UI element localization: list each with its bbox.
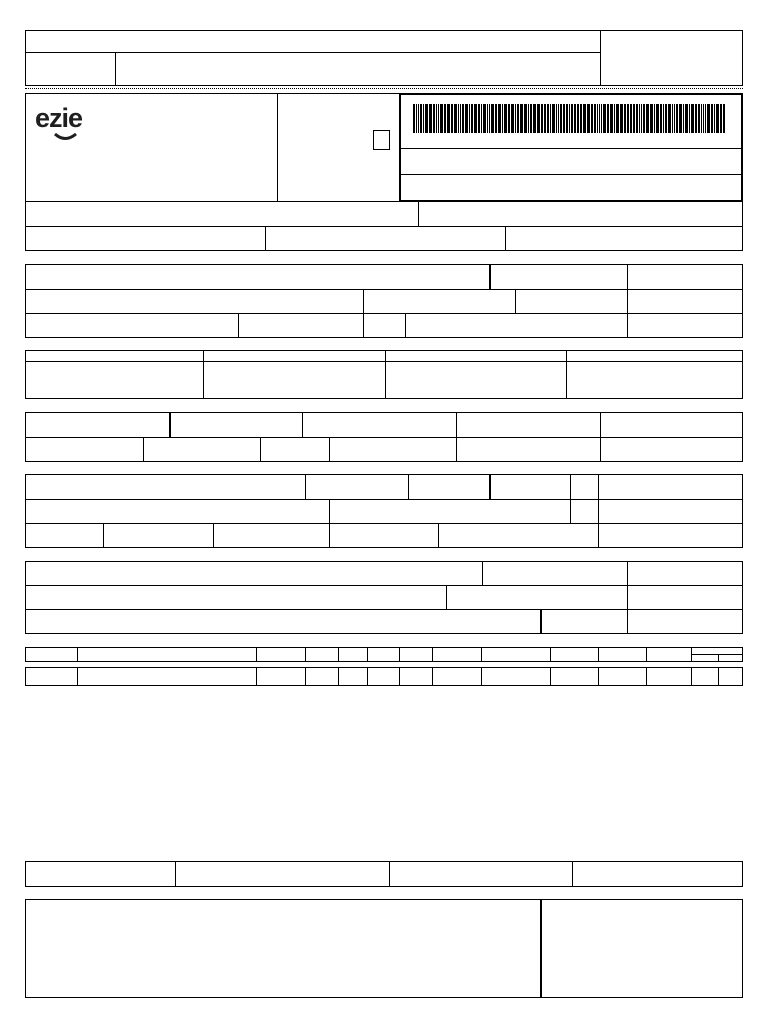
form-section [25,561,743,634]
form-cell [26,900,542,997]
barcode-bar [624,104,626,133]
form-cell [306,475,409,499]
form-cell [144,438,261,461]
form-cell [601,31,742,85]
form-cell [628,610,742,633]
form-cell [601,438,742,461]
form-section [25,474,743,548]
barcode-bar [560,104,562,133]
table-cell [26,668,78,685]
form-row [26,265,742,290]
barcode-bar [597,104,598,133]
barcode-bar [630,104,632,133]
form-row [26,586,742,610]
barcode-bar [711,104,713,133]
barcode-bar [577,104,579,133]
barcode-bar [481,104,482,133]
barcode-bar [627,104,629,133]
form-cell [330,500,571,523]
form-cell [26,351,204,361]
barcode-bar [563,104,565,133]
barcode-bar [524,104,527,133]
form-cell [386,362,567,398]
barcode-bar [569,104,570,133]
form-row [26,202,742,227]
barcode-bar [416,104,417,133]
form-cell [26,202,419,226]
table-cell [692,668,719,685]
barcode-bar [454,104,457,133]
barcode-bar [429,104,432,133]
form-cell [266,227,506,250]
form-cell [542,610,628,633]
checkbox-box [373,130,390,150]
form-cell [491,475,571,499]
form-cell [171,413,303,437]
table-header-cell [26,648,78,661]
barcode-bar [679,104,682,133]
form-cell [447,586,628,609]
form-cell [419,202,742,226]
table-cell [339,668,368,685]
receipt-stub [25,30,743,86]
form-cell [26,413,171,437]
table-header-cell [368,648,400,661]
form-cell [239,314,364,337]
barcode-bar [438,104,439,133]
barcode-bar [478,104,480,133]
barcode-bar [447,104,450,133]
barcode-bar [547,104,549,133]
barcode-bar [594,104,596,133]
form-row [26,610,742,633]
barcode-bar [603,104,606,133]
barcode-bar [616,104,619,133]
form-cell [571,500,599,523]
barcode-bar [672,104,673,133]
form-cell [401,175,741,200]
barcode-bar [646,104,649,133]
table-header-subrow [692,655,742,661]
company-logo [35,105,95,145]
table-header-subcell [692,648,742,655]
form-cell [401,149,741,175]
barcode-bar [610,104,613,133]
barcode-bar [614,104,615,133]
form-row [26,862,742,886]
barcode-bar [580,104,582,133]
barcode-bar [698,104,700,133]
barcode-bar [707,104,710,133]
form-row [26,413,742,438]
barcode-bar [471,104,473,133]
form-cell [364,290,516,313]
form-cell [567,362,742,398]
table-header-cell [599,648,647,661]
barcode-bar [469,104,470,133]
barcode-bar [444,104,446,133]
table-cell [368,668,400,685]
barcode-bar [433,104,435,133]
barcode-bar [654,104,655,133]
barcode-area [401,95,741,149]
barcode-bar [716,104,719,133]
barcode-bar [668,104,671,133]
form-cell [26,610,542,633]
form-section [25,861,743,887]
barcode-bar [440,104,443,133]
form-row [26,524,742,547]
barcode-bar [587,104,590,133]
issuer-box [25,93,278,202]
barcode-bar [633,104,635,133]
form-cell [26,500,330,523]
form-cell [628,314,742,337]
form-row [26,438,742,461]
barcode-bar [599,104,600,133]
form-cell [457,413,601,437]
logo-text: ezie [35,103,83,133]
stub-row [26,53,600,85]
form-cell [303,413,457,437]
barcode-bar [460,104,461,133]
barcode-bar [491,104,494,133]
barcode-bar [701,104,702,133]
barcode-bar [685,104,688,133]
barcode-bar [695,104,697,133]
barcode-bar [528,104,529,133]
form-cell [26,362,204,398]
barcode-bar [423,104,424,133]
barcode-bar [420,104,422,133]
barcode-bar [487,104,488,133]
barcode-bar [643,104,645,133]
form-row [26,290,742,314]
form-cell [439,524,599,547]
barcode-bar [552,104,555,133]
table-header-cell [339,648,368,661]
barcode-bar [520,104,523,133]
form-cell [26,562,483,585]
form-row [26,900,742,997]
table-cell [551,668,599,685]
barcode-bar [495,104,497,133]
barcode-bar [537,104,540,133]
barcode-bar [413,104,415,133]
barcode-bar [508,104,510,133]
barcode-bar [451,104,453,133]
form-cell [599,524,742,547]
form-cell [204,351,386,361]
table-header-cell [257,648,306,661]
barcode-bar [601,104,602,133]
table-header-cell [400,648,433,661]
barcode-bar [656,104,659,133]
form-cell [330,438,457,461]
barcode-bar [703,104,704,133]
barcode-bar [674,104,675,133]
form-section [25,201,743,251]
form-cell [599,500,742,523]
table-header-row [26,648,742,661]
form-cell [104,524,214,547]
barcode-bar [458,104,459,133]
table-header-cell [433,648,482,661]
form-cell [567,351,742,361]
form-row [26,562,742,586]
form-cell [364,314,406,337]
form-row [26,351,742,362]
barcode-bar [663,104,664,133]
form-cell [386,351,567,361]
form-cell [409,475,491,499]
form-cell [628,562,742,585]
barcode-bar [689,104,690,133]
form-cell [483,562,628,585]
items-table [25,667,743,686]
barcode-bar [502,104,503,133]
form-cell [542,900,742,997]
form-cell [214,524,330,547]
table-header-cell [647,648,692,661]
table-cell [433,668,482,685]
barcode-bar [483,104,486,133]
barcode [413,104,728,133]
table-cell [599,668,647,685]
barcode-bar [425,104,428,133]
form-cell [628,586,742,609]
table-cell [400,668,433,685]
form-section [25,412,743,462]
form-cell [457,438,601,461]
barcode-bar [705,104,706,133]
form-cell [516,290,628,313]
barcode-bar [541,104,543,133]
barcode-bar [550,104,551,133]
barcode-bar [511,104,514,133]
barcode-bar [462,104,464,133]
barcode-bar [566,104,568,133]
barcode-bar [720,104,722,133]
form-cell [506,227,742,250]
table-cell [719,668,742,685]
barcode-bar [418,104,419,133]
barcode-bar [558,104,559,133]
form-row [26,314,742,337]
barcode-bar [544,104,546,133]
table-header-subcell [692,655,719,661]
form-cell [406,314,628,337]
form-row [26,500,742,524]
barcode-bar [556,104,557,133]
document-type-box [277,93,401,202]
barcode-bar [517,104,519,133]
table-header-cell [692,648,742,661]
table-header-cell [78,648,257,661]
form-cell [628,265,742,289]
barcode-bar [691,104,694,133]
barcode-bar [533,104,536,133]
table-cell [647,668,692,685]
form-row [26,362,742,398]
table-cell [482,668,551,685]
smile-icon [35,131,95,145]
form-cell [261,438,330,461]
barcode-bar [650,104,653,133]
form-cell [628,290,742,313]
table-cell [306,668,339,685]
barcode-bar [683,104,684,133]
form-cell [116,53,600,85]
table-row [26,668,742,685]
form-section [25,264,743,338]
barcode-box [399,93,743,202]
form-section [25,899,743,998]
barcode-bar [571,104,573,133]
form-cell [599,475,742,499]
form-cell [204,362,386,398]
barcode-bar [530,104,532,133]
table-cell [257,668,306,685]
barcode-bar [465,104,468,133]
barcode-bar [676,104,678,133]
barcode-bar [641,104,642,133]
form-cell [26,586,447,609]
barcode-bar [723,104,725,133]
table-header-cell [306,648,339,661]
form-cell [571,475,599,499]
table-header-cell [551,648,599,661]
barcode-bar [620,104,623,133]
form-cell [176,862,390,886]
form-row [26,475,742,500]
form-cell [26,314,239,337]
barcode-bar [515,104,516,133]
table-header-subcell [719,655,742,661]
barcode-bar [591,104,593,133]
barcode-bar [489,104,490,133]
form-cell [573,862,742,886]
barcode-bar [583,104,586,133]
form-cell [26,438,144,461]
barcode-bar [574,104,576,133]
barcode-bar [504,104,507,133]
barcode-bar [436,104,437,133]
form-cell [390,862,573,886]
items-table-header [25,647,743,662]
stub-row [26,31,600,53]
barcode-bar [665,104,667,133]
form-cell [26,524,104,547]
form-section [25,350,743,399]
form-cell [26,227,266,250]
form-row [26,227,742,250]
form-cell [26,31,600,52]
barcode-bar [660,104,662,133]
form-cell [601,413,742,437]
stub-left [26,31,601,85]
table-header-cell [482,648,551,661]
table-cell [78,668,257,685]
barcode-bar [639,104,640,133]
barcode-bar [607,104,609,133]
form-cell [330,524,439,547]
barcode-bar [636,104,638,133]
cut-line [25,88,743,89]
form-cell [26,265,491,289]
form-cell [26,290,364,313]
barcode-bar [498,104,501,133]
barcode-bar [474,104,477,133]
barcode-bar [714,104,715,133]
form-cell [26,53,116,85]
form-cell [491,265,628,289]
form-cell [26,862,176,886]
form-cell [26,475,306,499]
